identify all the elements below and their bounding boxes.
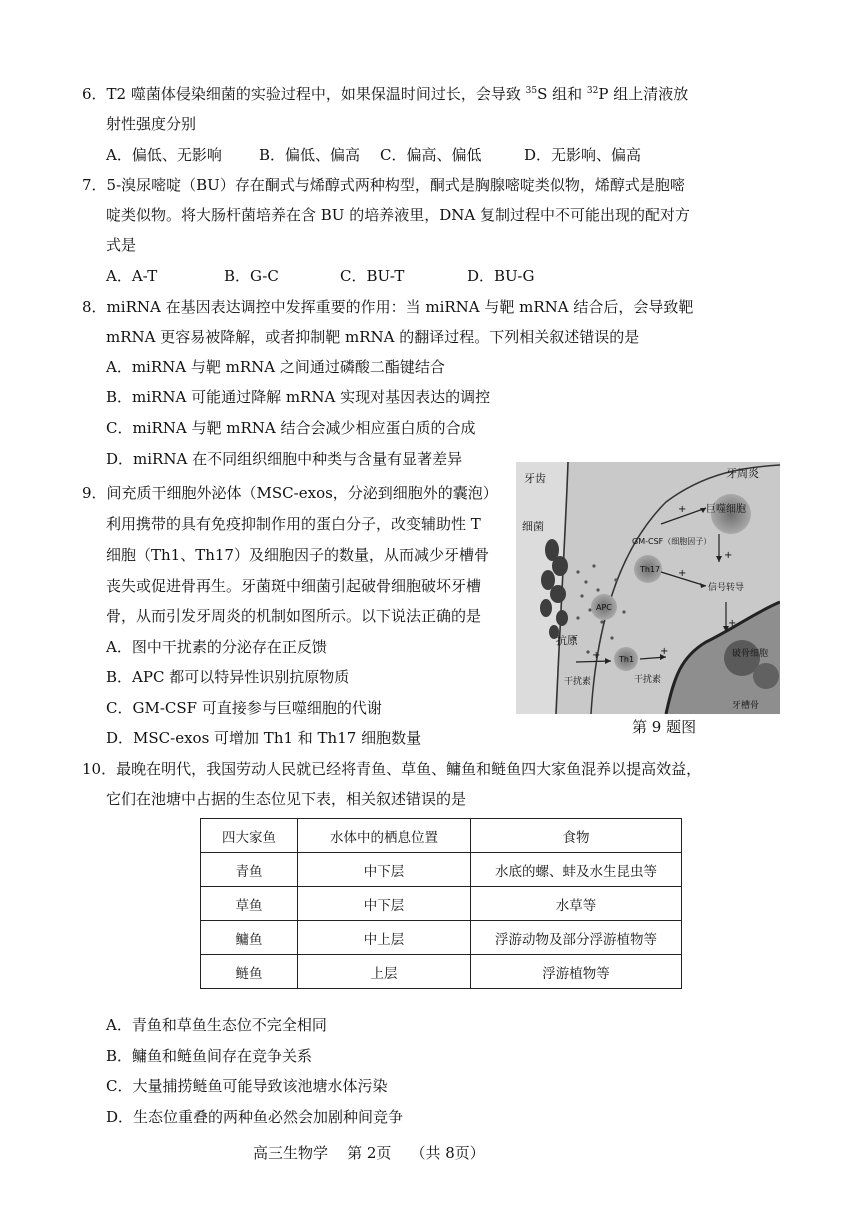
q8-option-d: D．miRNA 在不同组织细胞中种类与含量有显著差异 — [106, 450, 463, 468]
q6-option-d: D．无影响、偏高 — [524, 146, 642, 164]
label-osteoclast: 破骨细胞 — [732, 649, 769, 659]
table-cell: 草鱼 — [201, 887, 298, 921]
label-gmcsf: GM-CSF（细胞因子） — [632, 537, 712, 546]
q7-option-c: C．BU-T — [340, 267, 405, 285]
page-footer — [253, 1142, 485, 1163]
q7-number: 7． — [82, 176, 107, 194]
q6-option-c: C．偏高、偏低 — [380, 146, 482, 164]
q9-line-5: 骨，从而引发牙周炎的机制如图所示。以下说法正确的是 — [106, 607, 482, 625]
q9-option-b: B．APC 都可以特异性识别抗原物质 — [106, 668, 350, 686]
q8-number: 8． — [82, 298, 107, 316]
osteoclast-cell-2 — [753, 663, 779, 689]
q10-option-c: C．大量捕捞鲢鱼可能导致该池塘水体污染 — [106, 1077, 388, 1095]
table-cell: 鲢鱼 — [201, 955, 298, 989]
label-th17: Th17 — [640, 565, 661, 574]
plus-sign-3: + — [678, 568, 687, 579]
q7-text-1: 5-溴尿嘧啶（BU）存在酮式与烯醇式两种构型，酮式是胸腺嘧啶类似物，烯醇式是胞嘧 — [106, 176, 685, 194]
table-header-cell: 食物 — [471, 819, 682, 853]
q6-number: 6． — [82, 85, 107, 103]
table-cell: 浮游动物及部分浮游植物等 — [471, 921, 682, 955]
q7-line-2: 啶类似物。将大肠杆菌培养在含 BU 的培养液里，DNA 复制过程中不可能出现的配对方 — [106, 206, 690, 224]
q6-line-2: 射性强度分别 — [106, 115, 197, 133]
table-header-row — [201, 819, 682, 853]
q10-number: 10． — [82, 760, 117, 778]
q8-text-1: miRNA 在基因表达调控中发挥重要的作用：当 miRNA 与靶 mRNA 结合后，会导致靶 — [106, 298, 694, 316]
plus-sign-1: + — [678, 504, 687, 515]
table-row — [201, 853, 682, 887]
q9-text-1: 间充质干细胞外泌体（MSC-exos，分泌到细胞外的囊泡） — [106, 484, 498, 502]
q9-line-3: 细胞（Th1、Th17）及细胞因子的数量，从而减少牙槽骨 — [106, 546, 489, 564]
q8-option-b: B．miRNA 可能通过降解 mRNA 实现对基因表达的调控 — [106, 388, 491, 406]
q10-option-b: B．鳙鱼和鲢鱼间存在竞争关系 — [106, 1047, 313, 1065]
q9-option-d: D．MSC-exos 可增加 Th1 和 Th17 细胞数量 — [106, 729, 422, 747]
table-header-cell: 水体中的栖息位置 — [298, 819, 471, 853]
q8-option-c: C．miRNA 与靶 mRNA 结合会减少相应蛋白质的合成 — [106, 419, 476, 437]
label-antigen: 抗原 — [556, 634, 578, 647]
label-periodontitis: 牙周炎 — [726, 467, 759, 480]
plus-sign-6: + — [660, 646, 669, 657]
table-cell: 中上层 — [298, 921, 471, 955]
q9-figure-drawing — [516, 462, 780, 714]
q10-option-d: D．生态位重叠的两种鱼必然会加剧种间竞争 — [106, 1108, 404, 1126]
table-cell: 中下层 — [298, 887, 471, 921]
footer-total: （共 8页） — [410, 1144, 485, 1162]
table-row — [201, 887, 682, 921]
q6-line-1 — [82, 84, 688, 104]
q9-figure-caption: 第 9 题图 — [632, 718, 697, 736]
q10-text-1: 最晚在明代，我国劳动人民就已经将青鱼、草鱼、鳙鱼和鲢鱼四大家鱼混养以提高效益， — [116, 760, 702, 778]
q10-line-1 — [82, 759, 701, 779]
label-interferon-2: 干扰素 — [634, 675, 662, 685]
sulfur-mass: 35 — [525, 86, 538, 96]
label-bacteria: 细菌 — [522, 520, 544, 533]
table-cell: 水底的螺、蚌及水生昆虫等 — [471, 853, 682, 887]
q6-text-1: T2 噬菌体侵染细菌的实验过程中，如果保温时间过长，会导致 — [106, 85, 526, 103]
q10-option-a: A．青鱼和草鱼生态位不完全相同 — [106, 1016, 327, 1034]
phosphorus-mass: 32 — [586, 86, 599, 96]
q8-line-1 — [82, 297, 693, 317]
plus-sign-4: + — [728, 618, 737, 629]
label-interferon-1: 干扰素 — [564, 677, 592, 687]
q7-line-3: 式是 — [106, 236, 137, 254]
table-header-cell: 四大家鱼 — [201, 819, 298, 853]
label-signal: 信号转导 — [708, 583, 745, 593]
footer-subject: 高三生物学 — [253, 1144, 329, 1162]
table-cell: 浮游植物等 — [471, 955, 682, 989]
label-tooth: 牙齿 — [524, 472, 546, 485]
q9-figure — [516, 462, 780, 714]
label-alveolar-bone: 牙槽骨 — [732, 701, 760, 711]
q9-line-4: 丧失或促进骨再生。牙菌斑中细菌引起破骨细胞破坏牙槽 — [106, 577, 482, 595]
table-cell: 上层 — [298, 955, 471, 989]
q10-line-2: 它们在池塘中占据的生态位见下表，相关叙述错误的是 — [106, 790, 467, 808]
plus-sign-2: + — [724, 550, 733, 561]
q6-text-3: P 组上清液放 — [598, 85, 689, 103]
q9-line-1 — [82, 483, 498, 503]
label-th1: Th1 — [619, 655, 635, 664]
table-row — [201, 921, 682, 955]
q9-line-2: 利用携带的具有免疫抑制作用的蛋白分子，改变辅助性 T — [106, 515, 481, 533]
q7-option-d: D．BU-G — [467, 267, 535, 285]
footer-page: 第 2页 — [347, 1144, 392, 1162]
q7-option-b: B．G-C — [224, 267, 279, 285]
q7-line-1 — [82, 175, 685, 195]
table-cell: 水草等 — [471, 887, 682, 921]
q6-option-a: A．偏低、无影响 — [106, 146, 222, 164]
fish-niche-table — [200, 818, 682, 989]
q8-line-2: mRNA 更容易被降解，或者抑制靶 mRNA 的翻译过程。下列相关叙述错误的是 — [106, 328, 640, 346]
q9-option-c: C．GM-CSF 可直接参与巨噬细胞的代谢 — [106, 699, 382, 717]
table-cell: 鳙鱼 — [201, 921, 298, 955]
q6-option-b: B．偏低、偏高 — [259, 146, 361, 164]
label-macrophage: 巨噬细胞 — [706, 504, 746, 515]
q6-text-2: S 组和 — [537, 85, 587, 103]
q7-option-a: A．A-T — [106, 267, 158, 285]
plus-sign-5: + — [592, 650, 601, 661]
table-cell: 青鱼 — [201, 853, 298, 887]
label-apc: APC — [596, 603, 612, 612]
table-cell: 中下层 — [298, 853, 471, 887]
q8-option-a: A．miRNA 与靶 mRNA 之间通过磷酸二酯键结合 — [106, 358, 445, 376]
q9-number: 9． — [82, 484, 107, 502]
q9-option-a: A．图中干扰素的分泌存在正反馈 — [106, 638, 327, 656]
table-row — [201, 955, 682, 989]
